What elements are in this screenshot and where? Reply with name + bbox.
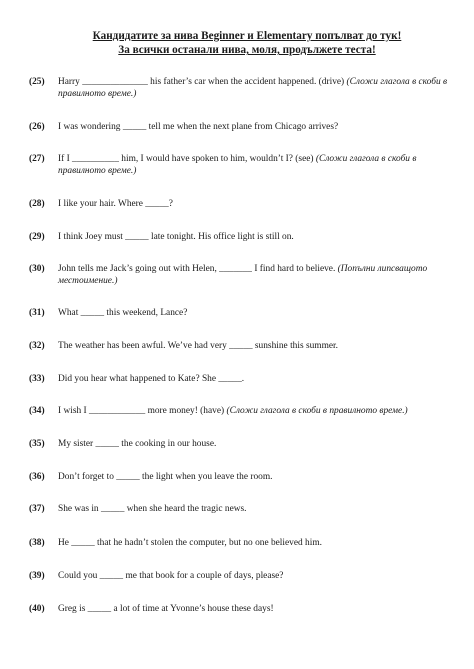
question-sentence: Don’t forget to _____ the light when you leave the room. [58, 472, 273, 482]
question-text [58, 340, 456, 352]
question-number: (26) [29, 122, 45, 132]
question-sentence: I think Joey must _____ late tonight. His office light is still on. [58, 232, 294, 242]
question-hint: (Попълни липсващото местоимение.) [58, 264, 428, 286]
question-number: (28) [29, 199, 45, 209]
question-sentence: She was in _____ when she heard the tragic news. [58, 504, 247, 514]
question-number: (35) [29, 439, 45, 449]
question-text [58, 503, 456, 515]
question-text [58, 231, 456, 243]
question-text [58, 471, 456, 483]
question-sentence: The weather has been awful. We’ve had very _____ sunshine this summer. [58, 341, 338, 351]
question-text [58, 537, 456, 549]
question-number: (34) [29, 406, 45, 416]
question-text [58, 121, 456, 133]
question-text [58, 76, 456, 100]
question-hint: (Сложи глагола в скоби в правилното време.) [58, 77, 448, 99]
question-text [58, 405, 456, 417]
question-number: (33) [29, 374, 45, 384]
question-sentence: Did you hear what happened to Kate? She _____. [58, 374, 245, 384]
question-sentence: My sister _____ the cooking in our house. [58, 439, 217, 449]
question-sentence: I was wondering _____ tell me when the next plane from Chicago arrives? [58, 122, 339, 132]
question-number: (39) [29, 571, 45, 581]
question-number: (37) [29, 504, 45, 514]
question-text [58, 198, 456, 210]
question-sentence: Could you _____ me that book for a couple of days, please? [58, 571, 284, 581]
question-text [58, 373, 456, 385]
question-sentence: If I __________ him, I would have spoken to him, wouldn’t I? (see) [58, 154, 316, 164]
question-sentence: He _____ that he hadn’t stolen the computer, but no one believed him. [58, 538, 322, 548]
question-number: (29) [29, 232, 45, 242]
question-text [58, 603, 456, 615]
question-sentence: I like your hair. Where _____? [58, 199, 173, 209]
question-number: (27) [29, 154, 45, 164]
question-text [58, 570, 456, 582]
question-number: (31) [29, 308, 45, 318]
question-text [58, 307, 456, 319]
question-sentence: I wish I ____________ more money! (have) [58, 406, 227, 416]
question-sentence: John tells me Jack’s going out with Helen, _______ I find hard to believe. [58, 264, 338, 274]
question-sentence: Greg is _____ a lot of time at Yvonne’s house these days! [58, 604, 274, 614]
question-number: (36) [29, 472, 45, 482]
question-number: (25) [29, 77, 45, 87]
question-sentence: What _____ this weekend, Lance? [58, 308, 188, 318]
question-text [58, 263, 456, 287]
question-number: (40) [29, 604, 45, 614]
question-text [58, 438, 456, 450]
question-number: (30) [29, 264, 45, 274]
question-hint: (Сложи глагола в скоби в правилното време.) [226, 406, 408, 416]
question-number: (38) [29, 538, 45, 548]
question-number: (32) [29, 341, 45, 351]
instruction-heading-line-2: За всички останали нива, моля, продължете теста! [118, 44, 376, 56]
question-hint: (Сложи глагола в скоби в правилното време.) [58, 154, 417, 176]
question-sentence: Harry ______________ his father’s car when the accident happened. (drive) [58, 77, 347, 87]
question-text [58, 153, 456, 177]
instruction-heading-line-1: Кандидатите за нива Beginner и Elementary попълват до тук! [92, 30, 402, 42]
